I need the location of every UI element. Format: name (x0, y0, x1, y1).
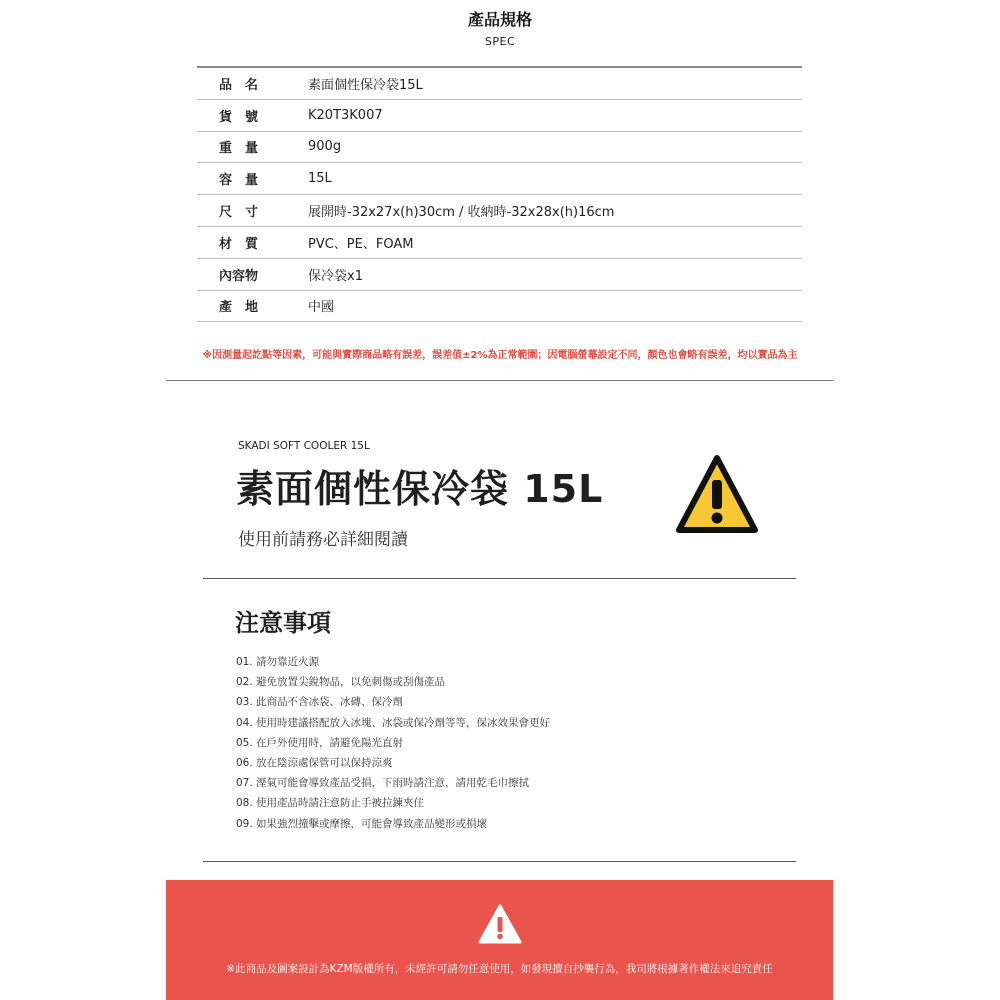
spec-value: 15L (308, 171, 332, 187)
spec-row-origin (197, 291, 802, 323)
product-title: 素面個性保冷袋 15L (236, 467, 604, 511)
spec-label: 品 名 (219, 77, 259, 93)
spec-label: 尺 寸 (219, 205, 259, 221)
notice-title: 注意事項 (235, 609, 331, 637)
notice-item: 09. 如果強烈撞擊或摩擦，可能會導致產品變形或損壞 (236, 817, 488, 830)
spec-value: 中國 (308, 300, 335, 316)
notice-item: 06. 放在陰涼處保管可以保持涼爽 (236, 756, 393, 769)
spec-row-material (197, 227, 802, 259)
warning-triangle-icon (675, 454, 759, 534)
spec-value: 900g (308, 139, 342, 155)
spec-value: 保冷袋x1 (308, 268, 363, 284)
spec-row-weight (197, 132, 802, 164)
spec-value: PVC、PE、FOAM (308, 236, 414, 252)
spec-value: K20T3K007 (308, 107, 383, 123)
spec-title: 產品規格 (467, 10, 532, 29)
section-divider (203, 861, 796, 862)
copyright-notice: ※此商品及圖案設計為KZM版權所有，未經許可請勿任意使用，如發現擅自抄襲行為，我司將根據著作權法來追究責任 (226, 963, 773, 975)
spec-row-capacity (197, 163, 802, 195)
spec-label: 容 量 (219, 173, 259, 189)
notice-list (236, 652, 550, 834)
spec-value: 展開時-32x27x(h)30cm / 收納時-32x28x(h)16cm (308, 205, 615, 221)
notice-item: 02. 避免放置尖銳物品，以免刺傷或刮傷產品 (236, 676, 446, 689)
notice-item: 04. 使用時建議搭配放入冰塊、冰袋或保冷劑等等，保冰效果會更好 (236, 716, 551, 729)
spec-row-name (197, 68, 802, 100)
spec-label: 材 質 (219, 236, 259, 252)
section-divider (166, 380, 833, 381)
notice-item: 05. 在戶外使用時，請避免陽光直射 (236, 736, 404, 749)
notice-item: 03. 此商品不含冰袋、冰磚、保冷劑 (236, 696, 404, 709)
section-divider (203, 578, 796, 579)
spec-label: 產 地 (219, 300, 259, 316)
read-before-use-note: 使用前請務必詳細閱讀 (238, 530, 408, 550)
notice-item: 08. 使用產品時請注意防止手被拉鍊夾住 (236, 797, 425, 810)
spec-label: 內容物 (219, 268, 259, 284)
spec-row-size (197, 195, 802, 227)
spec-row-item-number (197, 100, 802, 132)
spec-subtitle: SPEC (484, 35, 516, 48)
spec-table (197, 66, 802, 322)
notice-item: 07. 溼氣可能會導致產品受損，下雨時請注意，請用乾毛巾擦拭 (236, 777, 530, 790)
spec-value: 素面個性保冷袋15L (308, 77, 423, 93)
spec-label: 貨 號 (219, 109, 259, 125)
spec-label: 重 量 (219, 141, 259, 157)
product-english-name: SKADI SOFT COOLER 15L (238, 440, 370, 452)
spec-disclaimer-note: ※因測量起訖點等因素，可能與實際商品略有誤差，誤差值±2%為正常範圍；因電腦螢幕設定不同，顏色也會略有誤差，均以實品為主 (202, 350, 798, 361)
notice-item: 01. 請勿靠近火源 (236, 656, 320, 668)
spec-row-contents (197, 259, 802, 291)
warning-triangle-icon (478, 904, 522, 944)
